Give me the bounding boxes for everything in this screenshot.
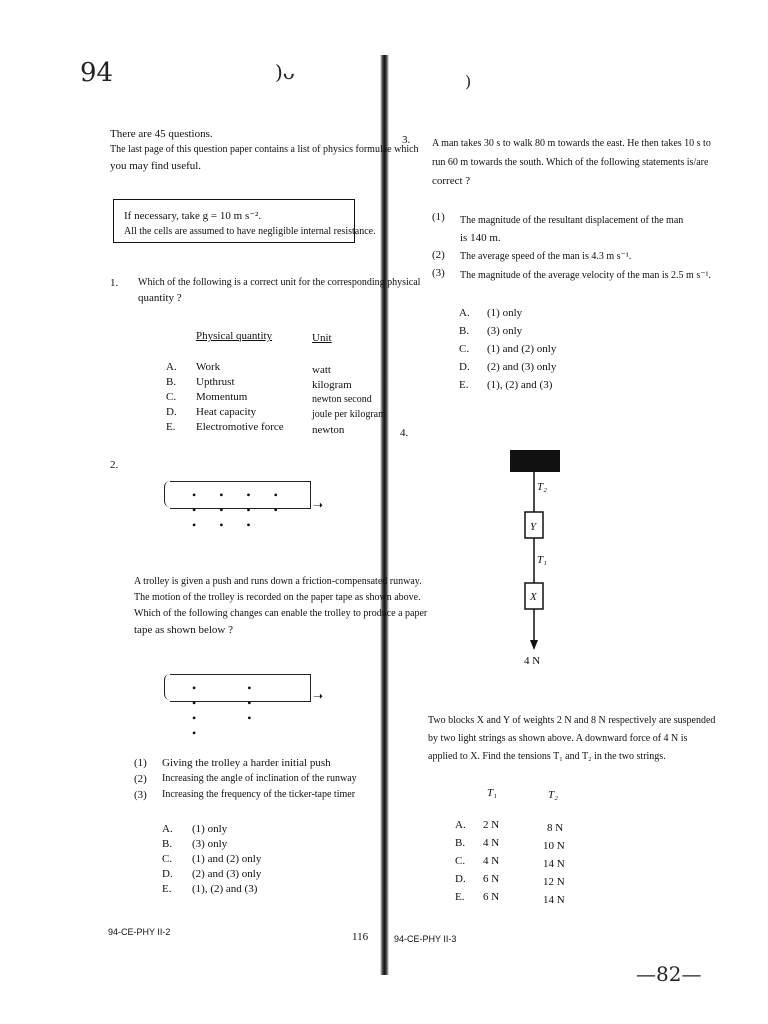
handwritten-page-ref: —82— [636,962,702,986]
q4-row-t1: 4 N [483,855,500,867]
q2-number: 2. [110,459,119,471]
q1-row-letter: B. [166,376,177,388]
q3-statement-text: The average speed of the man is 4.3 m s⁻¹. [460,251,632,262]
q1-row-quantity: Upthrust [196,376,235,388]
q3-statement-num: (2) [432,249,445,261]
ceiling-support [510,450,560,472]
q3-statement-num: (3) [432,267,445,279]
option-letter: D. [459,361,470,373]
q4-row-t1: 6 N [483,891,500,903]
page-number: 116 [352,931,369,943]
q4-row-letter: D. [455,873,466,885]
q1-row-unit: joule per kilogram [312,409,386,420]
q1-col-unit: Unit [312,332,332,344]
option-letter: C. [162,853,173,865]
paper-tape-below [170,674,311,740]
q4-row-letter: E. [455,891,465,903]
label-y: Y [530,521,537,533]
q4-row-t2: 14 N [543,894,565,906]
force-arrow-icon [530,640,538,650]
q1-row-quantity: Heat capacity [196,406,257,418]
q4-row-t1: 4 N [483,837,500,849]
q1-row-letter: A. [166,361,177,373]
q1-row-quantity: Momentum [196,391,248,403]
handwritten-mark-top: )ᴗ [275,60,295,84]
q3-statement-text: is 140 m. [460,232,501,244]
q4-row-letter: B. [455,837,466,849]
option-text: (1), (2) and (3) [192,883,258,895]
tape-dots: • • • • • • • [192,681,276,740]
q4-row-letter: A. [455,819,466,831]
label-t2: T₂ [537,481,547,493]
q4-col-t2: T₂ [548,789,558,801]
intro-line-3: you may find useful. [110,160,202,172]
note-line-2: All the cells are assumed to have negligible internal resistance. [124,226,376,237]
q4-text-line-2: by two light strings as shown above. A downward force of 4 N is [428,733,688,744]
q3-statement-text: The magnitude of the resultant displacement of the man [460,215,684,226]
footer-code-right: 94-CE-PHY II-3 [394,934,457,944]
q2-statement-num: (3) [134,789,147,801]
q1-row-unit: newton [312,424,345,436]
option-text: (2) and (3) only [192,868,262,880]
q1-row-unit: kilogram [312,379,352,391]
q4-text-line-1: Two blocks X and Y of weights 2 N and 8 N respectively are suspended [428,715,716,726]
q1-row-letter: E. [166,421,176,433]
q4-row-t2: 12 N [543,876,565,888]
note-line-1: If necessary, take g = 10 m s⁻². [124,210,262,222]
option-text: (1) and (2) only [192,853,262,865]
option-text: (1) only [487,307,523,319]
q1-text-line-1: Which of the following is a correct unit for the corresponding physical [138,277,421,288]
q1-col-quantity: Physical quantity [196,330,273,342]
option-text: (3) only [487,325,523,337]
page-binding-spine [380,55,389,975]
q1-text-line-2: quantity ? [138,292,182,304]
q2-statement-text: Giving the trolley a harder initial push [162,757,331,769]
option-text: (1) only [192,823,228,835]
option-letter: A. [459,307,470,319]
option-letter: E. [162,883,172,895]
option-letter: E. [459,379,469,391]
q2-statement-text: Increasing the frequency of the ticker-tape timer [162,789,356,800]
tape-dots: • • • • • • • • • • • [192,488,288,532]
q1-row-letter: D. [166,406,177,418]
label-t1: T₁ [537,554,547,566]
q4-col-t1: T₁ [487,787,497,799]
option-letter: B. [459,325,470,337]
q1-row-letter: C. [166,391,177,403]
handwritten-year: 94 [80,58,114,88]
option-text: (3) only [192,838,228,850]
q1-number: 1. [110,277,119,289]
q3-text-line-2: run 60 m towards the south. Which of the following statements is/are [432,157,709,168]
q4-row-t1: 6 N [483,873,500,885]
option-letter: A. [162,823,173,835]
option-text: (1), (2) and (3) [487,379,553,391]
q4-row-t2: 14 N [543,858,565,870]
q1-row-unit: watt [312,364,331,376]
footer-code-left: 94-CE-PHY II-2 [108,927,171,937]
q4-row-t2: 10 N [543,840,565,852]
q3-number: 3. [402,134,411,146]
option-letter: D. [162,868,173,880]
handwritten-mark-top-right: ) [465,72,472,91]
intro-line-2: The last page of this question paper contains a list of physics formulae which [110,144,419,155]
q2-statement-num: (2) [134,773,147,785]
q3-statement-text: The magnitude of the average velocity of the man is 2.5 m s⁻¹. [460,270,711,281]
q4-text-line-3: applied to X. Find the tensions T₁ and T₂ in the two strings. [428,751,666,762]
q3-text-line-1: A man takes 30 s to walk 80 m towards the east. He then takes 10 s to [432,138,711,149]
option-text: (1) and (2) only [487,343,557,355]
tape-arrow-icon: ➝ [313,498,324,512]
q2-statement-num: (1) [134,757,147,769]
q4-row-t2: 8 N [547,822,564,834]
q3-statement-num: (1) [432,211,445,223]
q2-text-line-2: The motion of the trolley is recorded on the paper tape as shown above. [134,592,421,603]
q1-row-unit: newton second [312,394,372,405]
option-text: (2) and (3) only [487,361,557,373]
q2-statement-text: Increasing the angle of inclination of the runway [162,773,357,784]
q2-text-line-4: tape as shown below ? [134,624,233,636]
label-force: 4 N [524,655,541,667]
option-letter: B. [162,838,173,850]
q4-row-t1: 2 N [483,819,500,831]
q3-text-line-3: correct ? [432,175,471,187]
q2-text-line-1: A trolley is given a push and runs down a friction-compensated runway. [134,576,422,587]
label-x: X [530,591,537,603]
q1-row-quantity: Electromotive force [196,421,284,433]
tape-arrow-icon: ➝ [313,689,324,703]
intro-line-1: There are 45 questions. [110,128,213,140]
q1-row-quantity: Work [196,361,221,373]
paper-tape-above [170,481,311,532]
q2-text-line-3: Which of the following changes can enable the trolley to produce a paper [134,608,428,619]
option-letter: C. [459,343,470,355]
q4-number: 4. [400,427,409,439]
q4-row-letter: C. [455,855,466,867]
